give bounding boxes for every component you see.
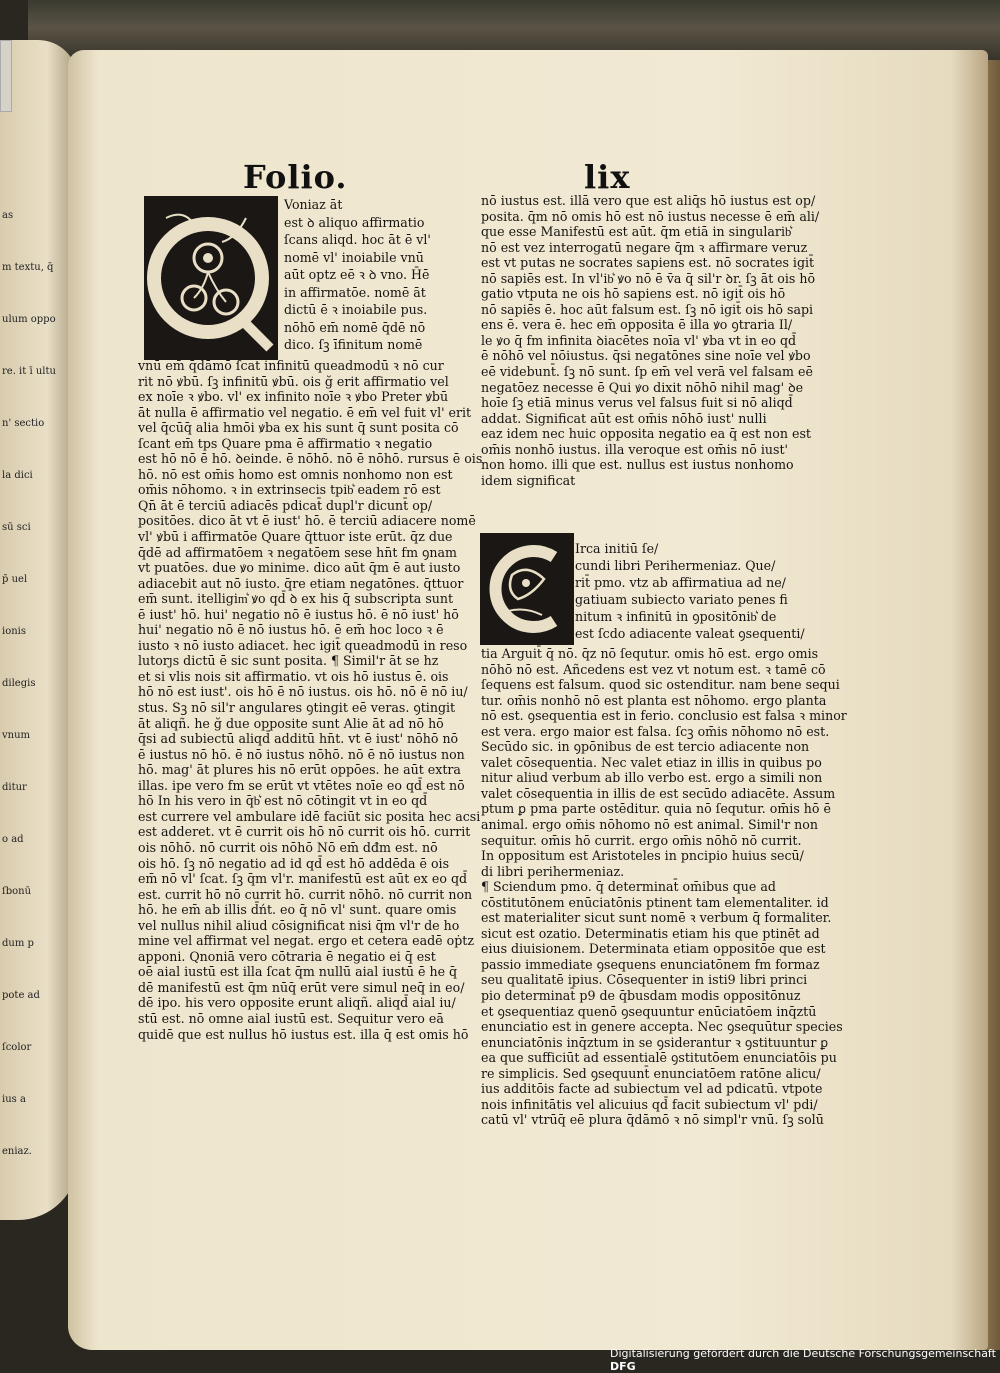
left-page-fragment: re. it ī ultu bbox=[2, 366, 56, 377]
text-line: idem significat bbox=[481, 472, 576, 488]
text-line: ea que sufficiūt ad essentialē ꝯstitutōem enunciatōis pu bbox=[481, 1050, 837, 1066]
text-line: gatio vtputa ne ois hō sapiens est. nō igit̄ ois hō bbox=[481, 286, 786, 302]
text-line: lutorȷs dictū ē sic sunt posita. ¶ Simil'r āt se hz bbox=[138, 653, 439, 669]
text-line: est adderet. vt ē currit ois hō nō currit ois hō. currit bbox=[138, 824, 471, 840]
text-line: nomē vl' inoiabile vnū bbox=[284, 249, 424, 265]
text-line: est currere vel ambulare idē faciūt sic posita hec acsi bbox=[138, 808, 481, 824]
left-page-fragment: ſcolor bbox=[2, 1042, 32, 1053]
left-page bbox=[0, 40, 78, 1220]
text-line: adiacebit aut nō iusto. q̄re etiam negatōnes. q̄ttuor bbox=[138, 575, 464, 591]
text-line: valet cōsequentia in illis de est secūdo adiacēte. Assum bbox=[481, 785, 836, 801]
text-line: oē aial iustū est illa ſcat q̄m nullū aial iustū ē he q̄ bbox=[138, 964, 458, 980]
left-page-fragment: p̄ uel bbox=[2, 574, 28, 585]
text-line: est materialiter sicut sunt nomē ꝛ verbum q̄ formaliter. bbox=[481, 910, 832, 926]
text-line: ex noīe ꝛ ꝟbo. vl' ex infinito noīe ꝛ ꝟbo Preter ꝟbū bbox=[138, 389, 449, 405]
text-line: rit nō ꝟbū. ſꝫ infinitū ꝟbū. ois ğ erit affirmatio vel bbox=[138, 373, 449, 389]
text-line: Irca initiū ſe/ bbox=[575, 541, 659, 556]
text-line: di libri perihermeniaz. bbox=[481, 863, 625, 879]
text-line: em̄ sunt. itelligim͛ ꝟo qd̄ ꝺ ex his q̄ subscripta sunt bbox=[138, 591, 454, 607]
text-line: eē videbunt̄. ſꝫ nō sunt. ſp em̄ vel verā vel falsam eē bbox=[481, 364, 813, 380]
text-line: eaz idem nec huic opposita negatio ea q̄ est non est bbox=[481, 426, 811, 442]
text-line: vl' ꝟbū i affirmatōe Quare q̄ttuor iste erūt. q̄z due bbox=[138, 529, 453, 545]
text-line: hō In his vero in q̄b͛ est nō cōtingit vt in eo qd̄ bbox=[138, 793, 428, 809]
text-line: dē ipo. his vero opposite erunt aliqñ. aliqd̄ aial iu/ bbox=[138, 995, 456, 1011]
text-line: nois infinitātis vel alicuius qd̄ facit subiectum vl' pdi/ bbox=[481, 1096, 818, 1112]
text-line: ē nōhō vel nōiustus. q̄si negatōnes sine noīe vel ꝟbo bbox=[481, 348, 811, 364]
text-line: est vt putas ne socrates sapiens est. nō socrates igit̄ bbox=[481, 255, 815, 271]
text-line: nō est. ꝯsequentia est in ferio. conclusio est falsa ꝛ minor bbox=[481, 708, 847, 724]
text-line: hui' negatio nō ē nō iustus hō. ē em̄ hoc loco ꝛ ē bbox=[138, 622, 444, 638]
footer-text: Digitalisierung gefördert durch die Deutsche Forschungsgemeinschaft bbox=[610, 1347, 996, 1360]
text-line: iusto ꝛ nō iusto adiacet. hec igit̄ queadmodū in reso bbox=[138, 637, 468, 653]
text-line: gatiuam subiecto variato penes fi bbox=[575, 592, 788, 607]
text-line: est hō nō ē hō. ꝺeinde. ē nōhō. nō ē nōhō. rursus ē ois bbox=[138, 451, 483, 467]
text-line: vt puatōes. due ꝟo minime. dico aūt q̄m ē aut iusto bbox=[138, 560, 461, 576]
text-line: dico. ſꝫ īfinitum nomē bbox=[284, 337, 423, 352]
text-line: est ꝺ aliquo affirmatio bbox=[284, 214, 425, 230]
text-line: stus. Sꝫ nō sil'r angulares ꝯtingit eē veras. ꝯtingit bbox=[138, 700, 456, 716]
text-line: ē iustus nō hō. ē nō iustus nōhō. nō ē nō iustus non bbox=[138, 746, 465, 762]
text-line: re simplicis. Sed ꝯsequunt̄ enunciatōem ratōne alicu/ bbox=[481, 1065, 821, 1081]
left-page-fragment: ditur bbox=[2, 782, 27, 793]
text-line: nitur aliud verbum ab illo verbo est. ergo a simili non bbox=[481, 770, 823, 786]
text-line: Voniaz āt bbox=[284, 197, 343, 212]
left-page-fragment: dum p bbox=[2, 938, 34, 949]
text-line: āt nulla ē affirmatio vel negatio. ē em̄ vel fuit vl' erit bbox=[138, 404, 472, 420]
right-column-bottom-text bbox=[481, 646, 847, 1128]
text-line: et ꝯsequentiaz quenō ꝯsequuntur enūciatōem inq̄ztū bbox=[481, 1003, 817, 1019]
text-line: vnū em̄ q̄dāmō ſcat infinitū queadmodū ꝛ nō cur bbox=[138, 358, 444, 373]
text-line: Qn̄ āt ē terciū adiacēs pdicat̄ dupl'r dicunt̄ op/ bbox=[138, 497, 433, 513]
left-page-fragment: ius a bbox=[2, 1094, 26, 1105]
text-line: nitum ꝛ infinitū in ꝯpositōnib͛ de bbox=[575, 609, 777, 624]
text-line: quidē que est nullus hō iustus est. illa q̄ est omis hō bbox=[138, 1026, 469, 1042]
text-line: q̄dē ad affirmatōem ꝛ negatōem sese hn̄t fm ꝯnam bbox=[138, 544, 457, 560]
text-line: ens ē. vera ē. hec em̄ opposita ē illa ꝟo ꝯtraria Il/ bbox=[481, 317, 793, 333]
left-page-fragment: o ad bbox=[2, 834, 24, 845]
text-line: sicut est ozatio. Determinatis etiam his que ptinēt ad bbox=[481, 925, 820, 941]
text-line: āt aliqñ. he ğ due opposite sunt Alie āt ad nō hō bbox=[138, 715, 444, 731]
text-line: animal. ergo om̄is nōhomo nō est animal. Simil'r non bbox=[481, 817, 818, 833]
text-line: vel nullus nihil aliud cōsignificat nisi q̄m vl'r de ho bbox=[138, 917, 460, 933]
text-line: que esse Manifestū est aūt. q̄m etiā in singularib͛ bbox=[481, 224, 792, 240]
ornamental-initial-c-icon bbox=[480, 533, 574, 645]
text-line: ptum ꝑ pma parte ostēditur. quia nō ſequtur. om̄is hō ē bbox=[481, 801, 831, 817]
text-line: vel q̄cūq̄ alia hmōi ꝟba ex his sunt q̄ sunt posita cō bbox=[138, 420, 459, 436]
text-line: mine vel affirmat vel negat. ergo et cetera eadē oṗtz bbox=[138, 933, 474, 949]
text-line: q̄si ad subiectū aliqd̄ additū hn̄t. vt ē iust' nōhō nō bbox=[138, 731, 459, 747]
text-line: est vera. ergo maior est falsa. ſcꝫ om̄is nōhomo nō est. bbox=[481, 723, 830, 739]
left-column-initial-lines bbox=[284, 196, 464, 354]
bookmark-tab bbox=[0, 40, 12, 112]
text-line: ſcans aliqd. hoc āt ē vl' bbox=[284, 232, 431, 247]
text-line: Secūdo sic. in ꝯpōnibus de est tercio adiacente non bbox=[481, 739, 810, 755]
text-line: ius additōis facte ad subiectum vel ad pdicatū. vtpote bbox=[481, 1081, 823, 1097]
text-line: ſcant em̄ tps Quare pma ē affirmatio ꝛ negatio bbox=[138, 435, 433, 451]
text-line: eius diuisionem. Determinata etiam oppositōe que est bbox=[481, 941, 826, 957]
text-line: hō. nō est om̄is homo est omnis nonhomo non est bbox=[138, 466, 453, 482]
text-line: sequitur. om̄is hō currit. ergo om̄is nōhō nō currit. bbox=[481, 832, 802, 848]
text-line: hoīe ſꝫ etiā minus verus vel falsus fuit si nō aliqd̄ bbox=[481, 395, 793, 411]
left-page-fragment: pote ad bbox=[2, 990, 40, 1001]
text-line: ē iust' hō. hui' negatio nō ē iustus hō. ē nō iust' hō bbox=[138, 606, 459, 622]
text-line: le ꝟo q̄ fm infinita ꝺiacētes noīa vl' ꝟba vt in eo qd̄ bbox=[481, 332, 797, 348]
left-page-fragment: sū sci bbox=[2, 522, 31, 533]
right-column-initial-lines bbox=[575, 540, 805, 642]
text-line: valet cōsequentia. Nec valet etiaz in illis in quibus po bbox=[481, 754, 822, 770]
text-line: nō sapiēs est. In vl'ib͛ ꝟo nō ē v̄a q̄ sil'r ꝺr. ſꝫ āt ois hō bbox=[481, 270, 816, 286]
left-page-fragment: m textu, q̄ bbox=[2, 262, 54, 273]
left-page-fragment: ſbonū bbox=[2, 886, 32, 897]
text-line: illas. ipe vero fm se erūt vt vtētes noīe eo qd̄ est nō bbox=[138, 777, 465, 793]
left-page-fragment: vnum bbox=[2, 730, 31, 741]
text-line: nōhō em̄ nomē q̄dē nō bbox=[284, 319, 426, 335]
text-line: enunciatio est in genere accepta. Nec ꝯsequūtur species bbox=[481, 1019, 843, 1035]
text-line: hō. mag' āt plures his nō erūt oppōes. he aūt extra bbox=[138, 762, 461, 778]
left-page-fragment: ionis bbox=[2, 626, 26, 637]
text-line: aūt optz eē ꝛ ꝺ vno. H̄ē bbox=[284, 267, 430, 282]
text-line: addat. Significat aūt est om̄is nōhō iust' nulli bbox=[481, 410, 767, 426]
dfg-logo: DFG bbox=[610, 1360, 636, 1373]
right-column-top-text bbox=[481, 193, 820, 488]
text-line: ſequens est falsum. quod sic ostenditur. nam bene sequi bbox=[481, 677, 840, 693]
text-line: hō. he em̄ ab illis d̄ńt. eo q̄ nō vl' sunt. quare omis bbox=[138, 902, 457, 918]
text-line: stū est. nō omne aial iustū est. Sequitur vero eā bbox=[138, 1010, 444, 1026]
text-line: rit̄ pmo. vtz ab affirmatiua ad ne/ bbox=[575, 575, 786, 590]
text-line: passio immediate ꝯsequens enunciatōnem fm formaz bbox=[481, 956, 820, 972]
text-line: cōstitutōnem enūciatōnis ptinent tam elementaliter. id bbox=[481, 894, 829, 910]
left-page-fragment: dilegis bbox=[2, 678, 36, 689]
text-line: negatōez necesse ē Qui ꝟo dixit nōhō nihil mag' ꝺe bbox=[481, 379, 804, 395]
text-line: enunciatōnis inq̄ztum in se ꝯsiderantur ꝛ ꝯstituuntur ꝑ bbox=[481, 1034, 829, 1050]
text-line: in affirmatōe. nomē āt bbox=[284, 284, 426, 300]
text-line: seu qualitatē ipius. Cōsequenter in isti9 libri princi bbox=[481, 972, 808, 988]
text-line: hō nō est iust'. ois hō ē nō iustus. ois hō. nō ē nō iu/ bbox=[138, 684, 468, 700]
text-line: dē manifestū est q̄m nūq̄ erūt vere simul neq̄ in eo/ bbox=[138, 979, 465, 995]
text-line: om̄is nonhō iustus. illa veroque est om̄is nō iust' bbox=[481, 441, 788, 457]
folio-number: lix bbox=[584, 158, 631, 196]
text-line: tia Arguit̄ q̄ nō. q̄z nō ſequtur. omis hō est. ergo omis bbox=[481, 646, 819, 661]
text-line: non homo. illi que est. nullus est iustus nonhomo bbox=[481, 457, 794, 473]
footer-credit bbox=[610, 1347, 1000, 1373]
left-page-fragment: n' sectio bbox=[2, 418, 45, 429]
text-line: ois hō. ſꝫ nō negatio ad id qd̄ est hō addēda ē ois bbox=[138, 855, 450, 871]
text-line: nō iustus est. illā vero que est aliq̄s hō iustus est op/ bbox=[481, 193, 816, 208]
text-line: em̄ nō vl' ſcat. ſꝫ q̄m vl'r. manifestū est aūt ex eo qd̄ bbox=[138, 871, 468, 887]
left-page-fragment: as bbox=[2, 210, 14, 221]
text-line: ¶ Sciendum pmo. q̄ determinat̄ om̄ibus que ad bbox=[481, 879, 776, 895]
left-page-fragment: la dici bbox=[2, 470, 33, 481]
text-line: om̄is nōhomo. ꝛ in extrinsecis tpib͛ eadem rō est bbox=[138, 482, 441, 498]
text-line: est ſcdo adiacente valeat ꝯsequenti/ bbox=[575, 626, 805, 641]
text-line: cundi libri Perihermeniaz. Que/ bbox=[575, 558, 776, 573]
ornamental-initial-q-icon bbox=[144, 196, 278, 360]
left-page-fragment: ulum oppo bbox=[2, 314, 56, 325]
left-column-text bbox=[138, 358, 483, 1042]
folio-label: Folio. bbox=[243, 158, 348, 196]
text-line: nō est vez interrogatū negare q̄m ꝛ affirmare veruz bbox=[481, 239, 808, 255]
text-line: positōes. dico āt vt ē iust' hō. ē terciū adiacere nomē bbox=[138, 513, 476, 529]
text-line: catū vl' vtrūq̄ eē plura q̄dāmō ꝛ nō simpl'r vnū. ſꝫ solū bbox=[481, 1112, 824, 1128]
text-line: In oppositum est Aristoteles in pncipio huius secū/ bbox=[481, 848, 804, 864]
text-line: nō sapiēs ē. hoc aūt falsum est. ſꝫ nō igit̄ ois hō sapi bbox=[481, 301, 814, 317]
text-line: pio determinat̄ p9 de q̄busdam modis oppositōnuz bbox=[481, 988, 801, 1004]
text-line: apponi. Qnoniā vero cōtraria ē negatio ei q̄ est bbox=[138, 948, 436, 964]
left-page-fragment: eniaz. bbox=[2, 1146, 32, 1157]
text-line: et si vlis nois sit affirmatio. vt ois hō iustus ē. ois bbox=[138, 668, 449, 684]
text-line: ois nōhō. nō currit ois nōhō Nō em̄ dđm est. nō bbox=[138, 839, 438, 855]
text-line: posita. q̄m nō omis hō est nō iustus necesse ē em̄ ali/ bbox=[481, 208, 820, 224]
text-line: nōhō nō est. Añcedens est vez vt notum est. ꝛ tamē cō bbox=[481, 661, 826, 677]
text-line: est. currit hō nō currit hō. currit nōhō. nō currit non bbox=[138, 886, 473, 902]
text-line: dictū ē ꝛ inoiabile pus. bbox=[284, 302, 428, 317]
text-line: tur. om̄is nonhō nō est planta est nōhomo. ergo planta bbox=[481, 692, 827, 708]
